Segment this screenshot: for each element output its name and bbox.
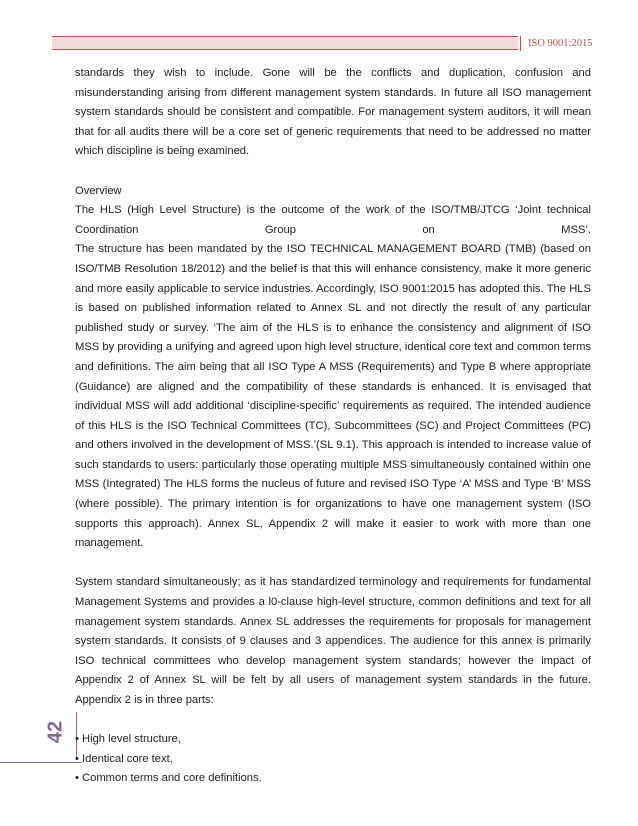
page-body (75, 64, 591, 789)
paragraph-hls-intro: The HLS (High Level Structure) is the outcome of the work of the ISO/TMB/JTCG ‘Joint technical Coordination Group on MSS’. (75, 204, 591, 236)
paragraph-standards: standards they wish to include. Gone will be the conflicts and duplication, confusion and misunderstanding arising from different management system standards. In future all ISO management system standards should be consistent and compatible. For management system auditors, it will mean that for all audits there will be a core set of generic requirements that need to be addressed no matter which discipline is being examined. (75, 67, 591, 158)
list-item: • High level structure, (75, 733, 181, 746)
footer-rule (0, 762, 82, 763)
paragraph-hls-structure: The structure has been mandated by the ISO TECHNICAL MANAGEMENT BOARD (TMB) (based on ISO/TMB Resolution 18/2012) and the belief is that this will enhance consistency, make it more generic and more easily applicable to service industries. Accordingly, ISO 9001:2015 has adopted this. The HLS is based on published information related to Annex SL and not directly the result of any particular published study or survey. ‘The aim of the HLS is to enhance the consistency and alignment of ISO MSS by providing a unifying and agreed upon high level structure, identical core text and common terms and definitions. The aim being that all ISO Type A MSS (Requirements) and Type B where appropriate (Guidance) are aligned and the compatibility of these standards is enhanced. It is envisaged that individual MSS will add additional ‘discipline-specific’ requirements as required. The intended audience of this HLS is the ISO Technical Committees (TC), Subcommittees (SC) and Project Committees (PC) and others involved in the development of MSS.’(SL 9.1). This approach is intended to increase value of such standards to users: particularly those operating multiple MSS simultaneously contained within one MSS (Integrated) The HLS forms the nucleus of future and revised ISO Type ‘A’ MSS and Type ‘B’ MSS (where possible). The primary intention is for organizations to have one management system (ISO supports this approach). Annex SL, Appendix 2 will make it easier to work with more than one management. (75, 243, 591, 550)
section-heading-overview: Overview (75, 184, 122, 197)
page-number: 42 (44, 720, 67, 744)
running-header-title: ISO 9001:2015 (528, 38, 593, 49)
list-item: • Common terms and core definitions. (75, 772, 262, 785)
list-item: • Identical core text, (75, 752, 173, 765)
header-bar (52, 36, 518, 50)
appendix-parts-list (75, 730, 591, 789)
header-separator (520, 36, 521, 51)
paragraph-system-standard: System standard simultaneously; as it has standardized terminology and requirements for fundamental Management Systems and provides a l0-clause high-level structure, common definitions and text for all management system standards. Annex SL addresses the requirements for proposals for management system standards. It consists of 9 clauses and 3 appendices. The audience for this annex is primarily ISO technical committees who develop management system standards; however the impact of Appendix 2 of Annex SL will be felt by all users of management system standards in the future. Appendix 2 is in three parts: (75, 576, 591, 706)
